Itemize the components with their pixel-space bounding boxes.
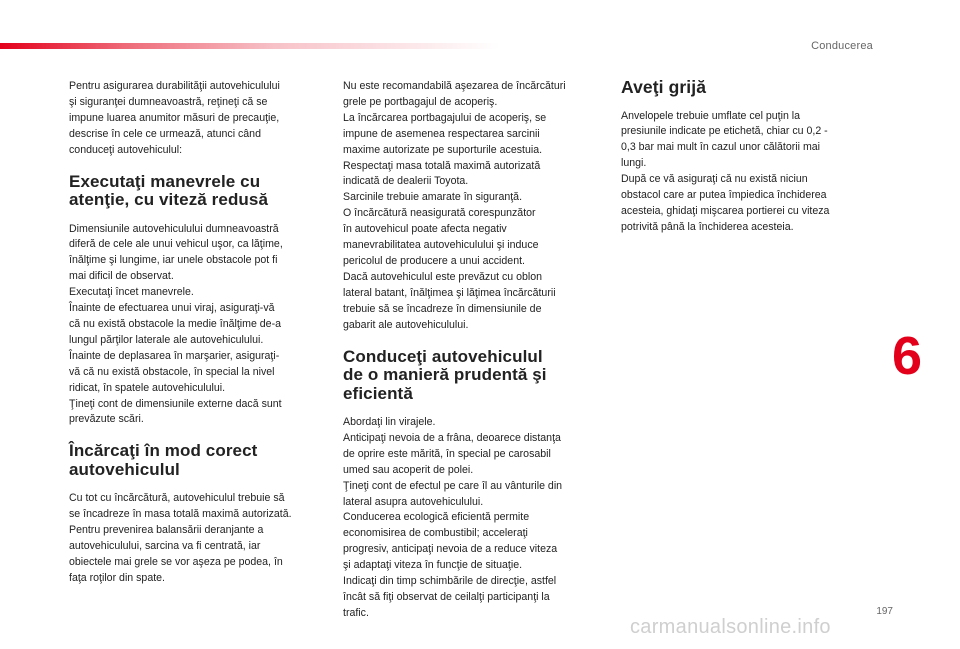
heading-manevre: Executaţi manevrele cu atenţie, cu viteză redusă — [69, 171, 269, 210]
intro-paragraph: Pentru asigurarea durabilităţii autovehiculului şi siguranţei dumneavoastră, reţineţi că se impune luarea anumitor măsuri de precauţie, descrise în cele ce urmează, atunci când conduceţi autovehiculul: — [69, 80, 280, 156]
heading-incarcare: Încărcaţi în mod corect autovehiculul — [69, 441, 258, 479]
heading-conducere-prudenta: Conduceţi autovehiculul de o manieră prudentă şi eficientă — [343, 346, 547, 403]
paragraph-manevre: Dimensiunile autovehiculului dumneavoastră diferă de cele ale unui vehicul uşor, ca lăţime, înălţime şi lungime, iar unele obstacole pot fi mai dificil de observat. Executaţi încet manevrele. Înainte de efectuarea unui viraj, asiguraţi-vă că nu există obstacole la medie înălţime de-a lungul părţilor laterale ale autovehiculului. Înainte de deplasarea în marşarier, asiguraţi- vă că nu există obstacole, în special la nivel ridicat, în spatele autovehiculului. Ţineţi cont de dimensiunile externe dacă sunt prevăzute scări. — [69, 222, 283, 426]
page-number: 197 — [876, 606, 893, 617]
column-2 — [343, 79, 601, 622]
chapter-number: 6 — [892, 326, 923, 386]
header-accent-bar — [0, 43, 500, 49]
paragraph-portbagaj: Nu este recomandabilă aşezarea de încărcături grele pe portbagajul de acoperiş. La încărcarea portbagajului de acoperiş, se impune de asemenea respectarea sarcinii maxime autorizate pe suporturile acestuia. Respectaţi masa totală maximă autorizată indicată de dealerii Toyota. Sarcinile trebuie amarate în siguranţă. O încărcătură neasigurată corespunzător în autovehicul poate afecta negativ manevrabilitatea autovehiculului şi induce pericolul de producere a unui accident. Dacă autovehiculul este prevăzut cu oblon lateral batant, înălţimea şi lăţimea încărcăturii trebuie să se încadreze în dimensiunile de gabarit ale autovehiculului. — [343, 80, 566, 331]
column-3 — [621, 78, 866, 236]
column-1 — [69, 79, 325, 587]
section-title: Conducerea — [811, 40, 873, 52]
paragraph-incarcare: Cu tot cu încărcătură, autovehiculul trebuie să se încadreze în masa totală maximă autorizată. Pentru prevenirea balansării deranjante a autovehiculului, sarcina va fi centrată, iar obiectele mai grele se vor aşeza pe podea, în faţa roţilor din spate. — [69, 492, 292, 584]
paragraph-aveti-grija: Anvelopele trebuie umflate cel puţin la presiunile indicate pe etichetă, chiar cu 0,2 - 0,3 bar mai mult în cazul unor călătorii mai lungi. După ce vă asiguraţi că nu există niciun obstacol care ar putea împiedica închiderea acesteia, ghidaţi mişcarea portierei cu viteza potrivită până la închiderea acesteia. — [621, 109, 830, 233]
paragraph-conducere-prudenta: Abordaţi lin virajele. Anticipaţi nevoia de a frâna, deoarece distanţa de oprire este mărită, în special pe carosabil umed sau acoperit de polei. Ţineţi cont de efectul pe care îl au vânturile din lateral asupra autovehiculului. Conducerea ecologică eficientă permite economisirea de combustibil; acceleraţi progresiv, anticipaţi nevoia de a reduce viteza şi adaptaţi viteza în funcţie de situaţie. Indicaţi din timp schimbările de direcţie, astfel încât să fiţi observat de ceilalţi participanţi la trafic. — [343, 416, 563, 619]
watermark-text: carmanualsonline.info — [630, 616, 831, 638]
heading-aveti-grija: Aveţi grijă — [621, 77, 707, 97]
